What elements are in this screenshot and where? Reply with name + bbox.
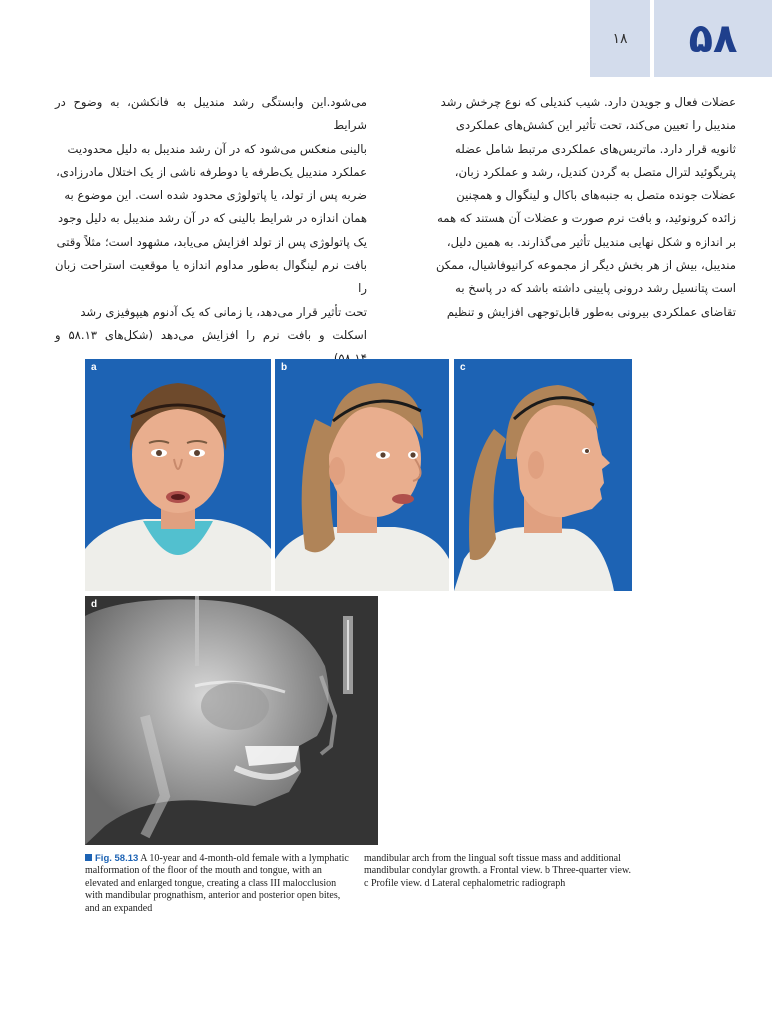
panel-letter-d: d [91,599,98,610]
text-line: عضلات جونده متصل به جنبه‌های باکال و لینگوال و همچنین [456,188,736,203]
text-line: تحت تأثیر قرار می‌دهد، یا زمانی که یک آدنوم هیپوفیزی رشد [80,304,367,319]
figure-panel-d-cephalometric-radiograph [85,596,378,845]
text-line: ضربه پس از تولد، یا پاتولوژی محدود شده است. این موضوع به [64,188,367,203]
page-number-tab: ۱۸ [590,0,650,77]
profile-portrait-illustration [454,359,632,591]
text-line: مندیبل را تعیین می‌کند، تحت تأثیر این کشش‌های عملکردی [455,118,736,133]
panel-letter-c: c [460,362,466,373]
panel-letter-a: a [91,362,97,373]
text-line: تقاضای عملکردی بیرونی به‌طور قابل‌توجهی افزایش و تنظیم [446,304,736,319]
figure-panel-c-profile-view [454,359,632,591]
text-line: بافت نرم لینگوال به‌طور مداوم اندازه یا موقعیت استراحت زبان را [55,258,367,296]
figure-caption-right [364,853,636,890]
text-line: عضلات فعال و جویدن دارد. شیب کندیلی که نوع چرخش رشد [440,95,736,109]
text-line: اسکلت و بافت نرم را افزایش می‌دهد (شکل‌های ۵۸.۱۳ و [55,327,367,342]
text-line: است پتانسیل رشد درونی پایینی داشته باشد که در پاسخ به [455,281,736,296]
text-line: عملکرد مندیبل یک‌طرفه یا دوطرفه ناشی از یک اختلال مادرزادی، [56,164,367,179]
text-line: بر اندازه و شکل نهایی مندیبل تأثیر می‌گذارند. به همین دلیل، [446,234,736,249]
body-text-right-column [392,91,736,324]
text-line: مندیبل، بیش از هر بخش دیگر از مجموعه کرانیوفاشیال، ممکن [435,258,736,273]
caption-marker-icon [85,854,92,861]
chapter-number-tab: ۵۸ [654,0,772,77]
figure-caption-left [85,853,355,915]
cephalometric-radiograph-illustration [85,596,378,845]
frontal-portrait-illustration [85,359,271,591]
caption-text-continued: mandibular arch from the lingual soft tissue mass and additional mandibular condylar growth. a Frontal view. b Three-quarter view. c Profile view. d Lateral cephalometric radiograph [364,853,632,889]
text-line: پتریگوئید لترال متصل به گردن کندیل، رشد و عملکرد زبان، [454,164,736,179]
panel-letter-b: b [281,362,288,373]
figure-panel-a-frontal-view [85,359,271,591]
figure-label: Fig. 58.13 [95,853,139,864]
text-line: می‌شود.این وابستگی رشد مندیبل به فانکشن، به وضوح در شرایط [55,95,367,133]
text-line: زائده کرونوئید، و بافت نرم صورت و عضلات آن هستند که همه [437,211,736,226]
body-text-left-column [55,91,367,371]
text-line: یک پاتولوژی پس از تولد افزایش می‌یابد، مشهود است؛ مثلاً وقتی [56,234,367,249]
figure-panel-b-three-quarter-view [275,359,449,591]
three-quarter-portrait-illustration [275,359,449,591]
caption-text: A 10-year and 4-month-old female with a lymphatic malformation of the floor of the mouth and tongue, with an elevated and enlarged tongue, creating a class III malocclusion with mandibular prognathism, anterior and posterior open bites, and an expanded [85,853,349,914]
text-line: بالینی منعکس می‌شود که در آن رشد مندیبل به دلیل محدودیت [67,141,367,156]
text-line: ثانویه قرار دارد. ماتریس‌های عملکردی مرتبط شامل عضله [455,141,736,156]
text-line: همان اندازه در شرایط بالینی که در آن رشد مندیبل به دلیل وجود [57,211,367,226]
